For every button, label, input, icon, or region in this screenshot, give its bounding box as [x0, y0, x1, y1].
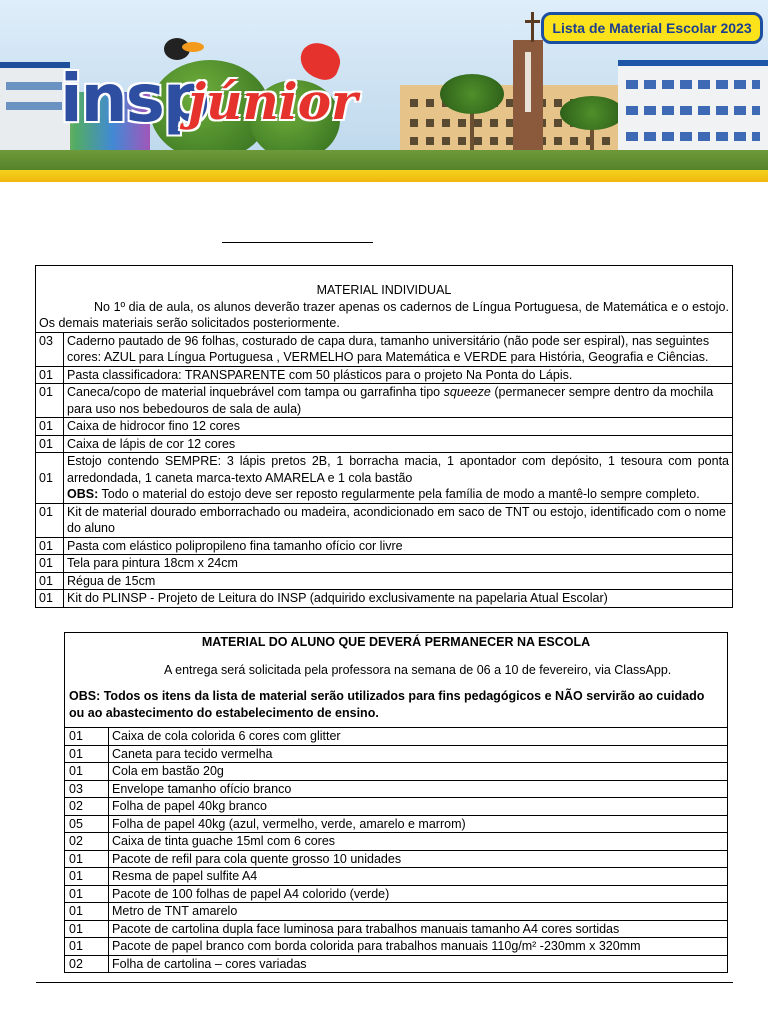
obs-note: OBS: Todos os itens da lista de material serão utilizados para fins pedagógicos e NÃO servirão ao cuidado ou ao abastecimento do estabelecimento de ensino.: [69, 689, 705, 720]
palm-tree-image: [560, 96, 624, 130]
table-row: [65, 885, 728, 903]
item-quantity: 01: [65, 868, 109, 886]
table-header-row: [65, 633, 728, 728]
table-row: [65, 938, 728, 956]
table-row: [36, 366, 733, 384]
item-quantity: 02: [65, 833, 109, 851]
table-row: [36, 537, 733, 555]
item-description: Cola em bastão 20g: [109, 763, 728, 781]
item-quantity: 01: [36, 503, 64, 537]
table-row: [65, 728, 728, 746]
table-row: [36, 418, 733, 436]
list-title-badge: Lista de Material Escolar 2023: [541, 12, 763, 44]
item-quantity: 01: [36, 572, 64, 590]
table-header-row: [36, 266, 733, 333]
table-row: [65, 955, 728, 973]
section-title: MATERIAL INDIVIDUAL: [316, 283, 452, 297]
insp-junior-logo: [60, 58, 380, 142]
item-quantity: 01: [36, 418, 64, 436]
logo-insp-text: insp: [60, 60, 209, 137]
item-quantity: 03: [65, 780, 109, 798]
item-quantity: 01: [65, 728, 109, 746]
delivery-note: A entrega será solicitada pela professora na semana de 06 a 10 de fevereiro, via ClassApp.: [164, 662, 672, 677]
item-description: Pacote de papel branco com borda colorida para trabalhos manuais 110g/m² -230mm x 320mm: [109, 938, 728, 956]
item-quantity: 01: [36, 555, 64, 573]
item-description: Metro de TNT amarelo: [109, 903, 728, 921]
school-material-table: [64, 632, 728, 973]
name-blank-line: [222, 242, 373, 243]
item-quantity: 01: [65, 885, 109, 903]
item-description: Folha de papel 40kg (azul, vermelho, verde, amarelo e marrom): [109, 815, 728, 833]
item-description: Folha de cartolina – cores variadas: [109, 955, 728, 973]
table-row: [36, 453, 733, 504]
school-items: [65, 728, 728, 973]
item-description: Caneca/copo de material inquebrável com tampa ou garrafinha tipo squeeze (permanecer sempre dentro da mochila para uso nos bebedouros de sala de aula): [64, 384, 733, 418]
item-description: Pacote de refil para cola quente grosso 10 unidades: [109, 850, 728, 868]
item-quantity: 01: [65, 903, 109, 921]
table-row: [65, 745, 728, 763]
table-row: [65, 903, 728, 921]
item-description: Caixa de hidrocor fino 12 cores: [64, 418, 733, 436]
item-quantity: 03: [36, 332, 64, 366]
item-quantity: 01: [36, 435, 64, 453]
item-quantity: 01: [36, 590, 64, 608]
item-quantity: 01: [65, 745, 109, 763]
item-quantity: 02: [65, 955, 109, 973]
banner-yellow-band: [0, 170, 768, 182]
item-quantity: 01: [65, 763, 109, 781]
item-description: Caixa de tinta guache 15ml com 6 cores: [109, 833, 728, 851]
table-row: [65, 833, 728, 851]
table-row: [36, 435, 733, 453]
item-quantity: 01: [36, 366, 64, 384]
table-row: [65, 763, 728, 781]
item-description: Caderno pautado de 96 folhas, costurado de capa dura, tamanho universitário (não pode ser espiral), nas seguintes cores: AZUL para Língua Portuguesa , VERMELHO para Matemática e VERDE para História, Geografia e Ciências.: [64, 332, 733, 366]
item-description: Pasta classificadora: TRANSPARENTE com 50 plásticos para o projeto Na Ponta do Lápis.: [64, 366, 733, 384]
item-quantity: 01: [65, 938, 109, 956]
item-quantity: 01: [65, 920, 109, 938]
table-row: [65, 920, 728, 938]
item-description: Caixa de cola colorida 6 cores com glitter: [109, 728, 728, 746]
item-quantity: 01: [65, 850, 109, 868]
item-quantity: 02: [65, 798, 109, 816]
item-description: Tela para pintura 18cm x 24cm: [64, 555, 733, 573]
table-row: [36, 572, 733, 590]
table-row: [65, 798, 728, 816]
footer-line: [36, 982, 733, 983]
item-description: Caneta para tecido vermelha: [109, 745, 728, 763]
table-row: [65, 868, 728, 886]
table-row: [65, 850, 728, 868]
item-description: Estojo contendo SEMPRE: 3 lápis pretos 2B, 1 borracha macia, 1 apontador com depósito, 1 tesoura com ponta arredondada, 1 caneta marca-texto AMARELA e 1 cola bastão OBS: Todo o material do estojo deve ser reposto regularmente pela família de modo a mantê-lo sempre completo.: [64, 453, 733, 504]
section-title: MATERIAL DO ALUNO QUE DEVERÁ PERMANECER NA ESCOLA: [201, 635, 591, 649]
item-description: Pasta com elástico polipropileno fina tamanho ofício cor livre: [64, 537, 733, 555]
header-banner: [0, 0, 768, 182]
item-description: Envelope tamanho ofício branco: [109, 780, 728, 798]
table-row: [36, 555, 733, 573]
item-quantity: 01: [36, 453, 64, 504]
table-row: [65, 815, 728, 833]
item-description: Régua de 15cm: [64, 572, 733, 590]
section-intro: No 1º dia de aula, os alunos deverão trazer apenas os cadernos de Língua Portuguesa, de Matemática e o estojo. Os demais materiais serão solicitados posteriormente.: [39, 299, 729, 330]
item-quantity: 01: [36, 384, 64, 418]
item-quantity: 05: [65, 815, 109, 833]
table-row: [36, 590, 733, 608]
item-description: Kit do PLINSP - Projeto de Leitura do INSP (adquirido exclusivamente na papelaria Atual Escolar): [64, 590, 733, 608]
palm-tree-image: [440, 74, 504, 114]
item-description: Resma de papel sulfite A4: [109, 868, 728, 886]
table-row: [36, 332, 733, 366]
item-description: Pacote de 100 folhas de papel A4 colorido (verde): [109, 885, 728, 903]
table-row: [65, 780, 728, 798]
individual-material-table: [35, 265, 733, 608]
item-description: Kit de material dourado emborrachado ou madeira, acondicionado em saco de TNT ou estojo, identificado com o nome do aluno: [64, 503, 733, 537]
cross-icon: [531, 12, 534, 42]
item-obs: OBS: Todo o material do estojo deve ser reposto regularmente pela família de modo a mantê-lo sempre completo.: [67, 487, 700, 501]
item-description: Caixa de lápis de cor 12 cores: [64, 435, 733, 453]
item-description: Folha de papel 40kg branco: [109, 798, 728, 816]
item-quantity: 01: [36, 537, 64, 555]
logo-junior-text: júnior: [188, 72, 358, 131]
item-description: Pacote de cartolina dupla face luminosa para trabalhos manuais tamanho A4 cores sortidas: [109, 920, 728, 938]
table-row: [36, 384, 733, 418]
table-row: [36, 503, 733, 537]
